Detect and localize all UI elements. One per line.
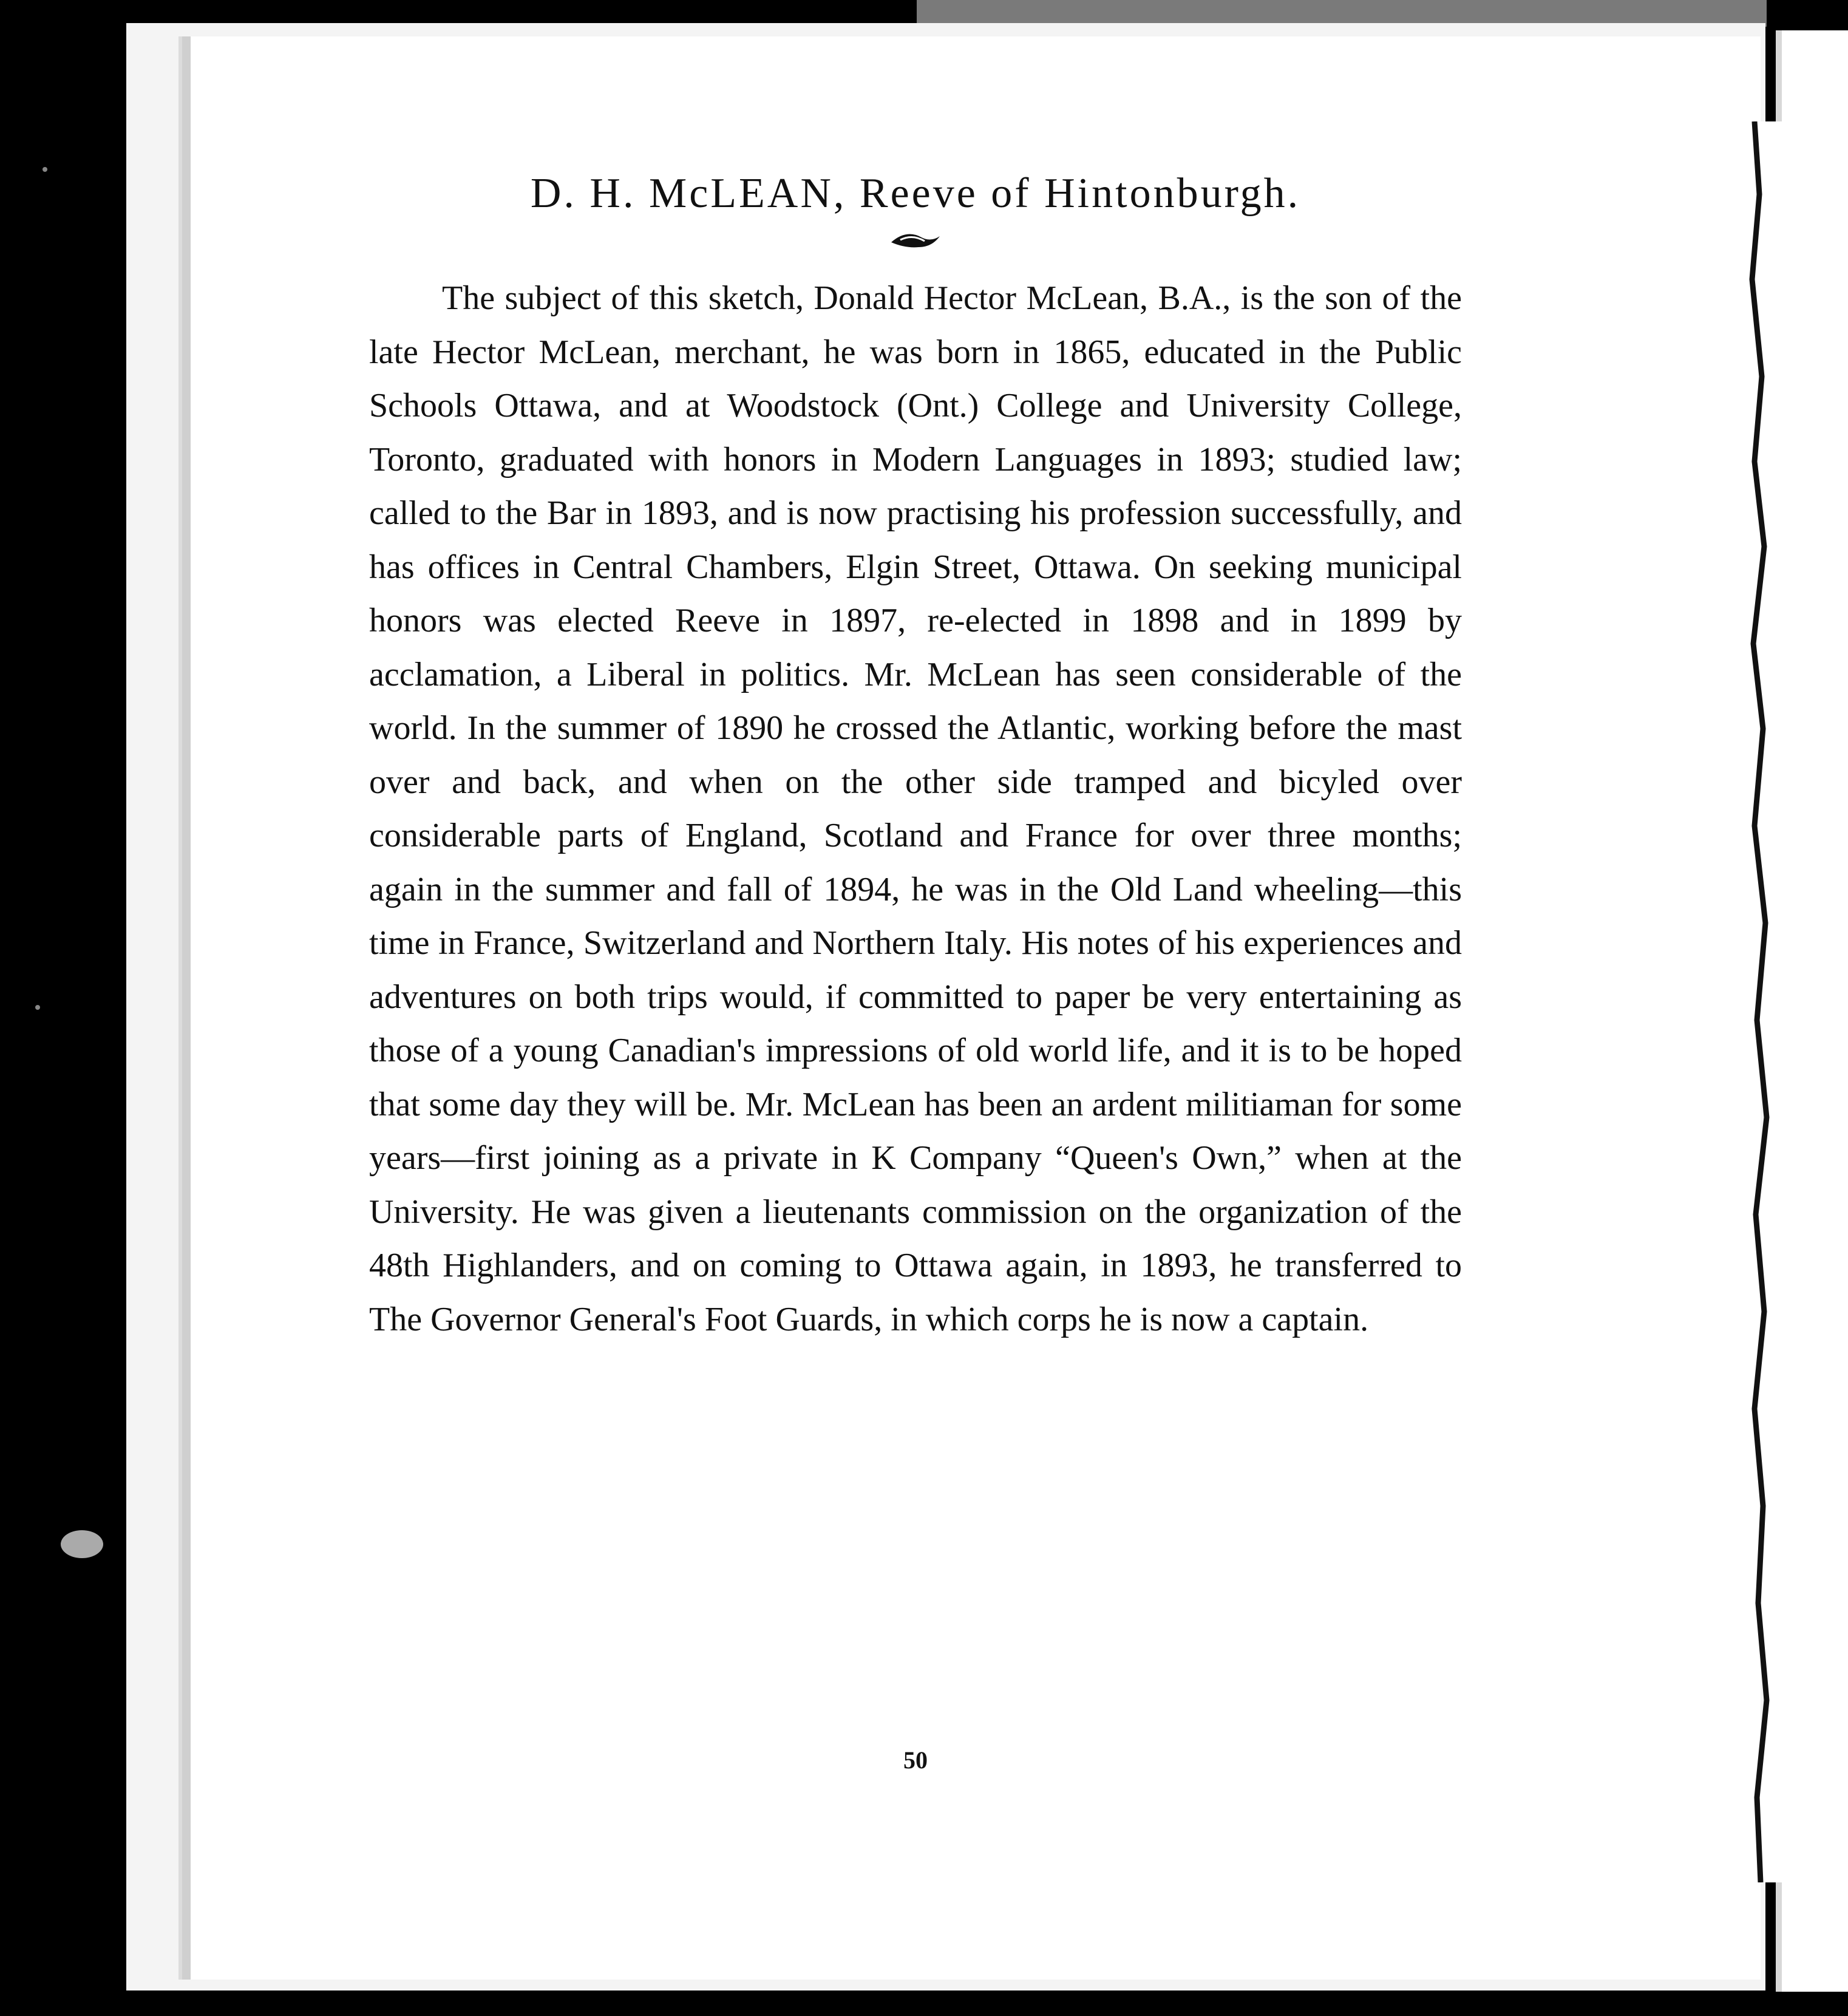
page-left-edge	[182, 36, 191, 1980]
facing-page-sliver	[1776, 30, 1848, 1992]
leaf-ornament-icon	[888, 229, 943, 253]
document-content	[369, 170, 1462, 1774]
dust-speck	[61, 1530, 103, 1558]
torn-page-edge	[1736, 121, 1785, 1882]
dust-speck	[42, 167, 47, 172]
page-title: D. H. McLEAN, Reeve of Hintonburgh.	[530, 170, 1301, 217]
biography-paragraph: The subject of this sketch, Donald Hector McLean, B.A., is the son of the late Hector McLean, merchant, he was born in 1865, educated in the Public Schools Ottawa, and at Woodstock (Ont.) College and University College, Toronto, graduated with honors in Modern Languages in 1893; studied law; called to the Bar in 1893, and is now practising his profession successfully, and has offices in Central Chambers, Elgin Street, Ottawa. On seeking municipal honors was elected Reeve in 1897, re-elected in 1898 and in 1899 by acclamation, a Liberal in politics. Mr. McLean has seen considerable of the world. In the summer of 1890 he crossed the Atlantic, working before the mast over and back, and when on the other side tramped and bicyled over considerable parts of England, Scotland and France for over three months; again in the summer and fall of 1894, he was in the Old Land wheeling—this time in France, Switzerland and Northern Italy. His notes of his experiences and adventures on both trips would, if committed to paper be very entertaining as those of a young Canadian's impressions of old world life, and it is to be hoped that some day they will be. Mr. McLean has been an ardent militiaman for some years—first joining as a private in K Company “Queen's Own,” when at the University. He was given a lieutenants commission on the organization of the 48th Highlanders, and on coming to Ottawa again, in 1893, he transferred to The Governor General's Foot Guards, in which corps he is now a captain.	[369, 279, 1462, 1338]
page-number: 50	[903, 1746, 928, 1774]
dust-speck	[35, 1005, 40, 1010]
